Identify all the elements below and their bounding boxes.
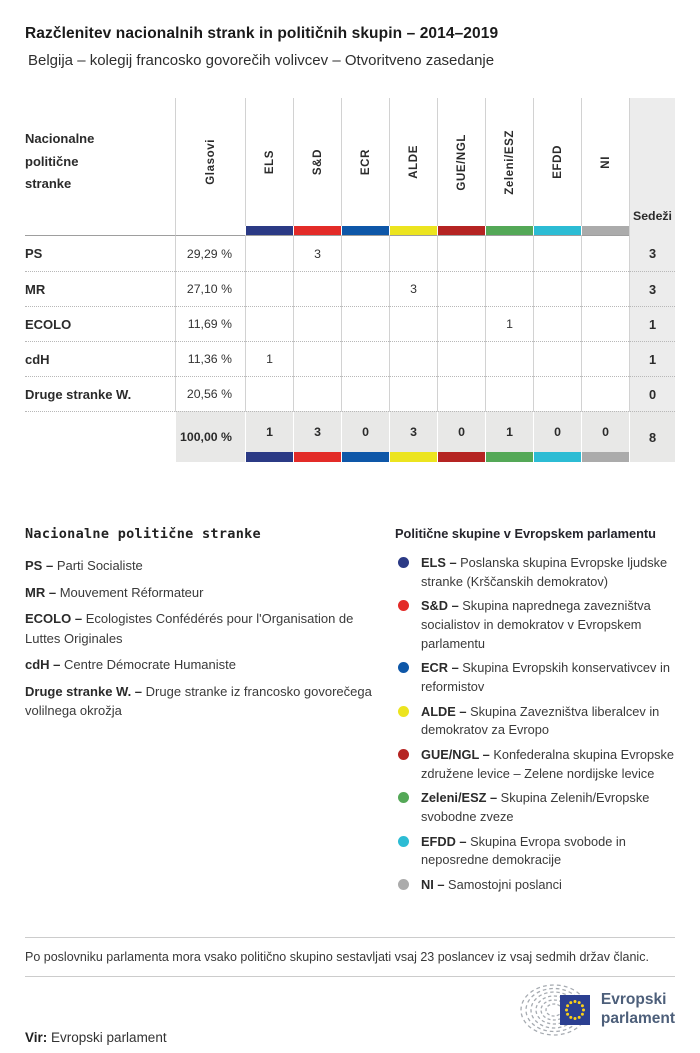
seat-cell — [581, 236, 629, 271]
votes-value: 11,69 % — [175, 306, 245, 341]
party-legend-item: PS – Parti Socialiste — [25, 558, 143, 573]
group-legend-item: GUE/NGL – Konfederalna skupina Evropske združene levice – Zelene nordijske levice — [395, 746, 675, 783]
group-color-band-guengl — [437, 452, 485, 462]
party-name: ECOLO — [25, 306, 175, 341]
seat-cell — [533, 271, 581, 306]
seat-cell — [437, 236, 485, 271]
votes-value: 29,29 % — [175, 236, 245, 271]
seat-cell — [245, 306, 293, 341]
seat-cell — [245, 271, 293, 306]
seat-cell — [341, 341, 389, 376]
group-legend-item: ELS – Poslanska skupina Evropske ljudske stranke (Krščanskih demokratov) — [395, 554, 675, 591]
column-header-group-els: ELS — [245, 98, 293, 226]
group-color-band-sd — [293, 452, 341, 462]
total-seats: 8 — [629, 411, 675, 462]
total-seat-cell: 0 — [437, 411, 485, 452]
party-legend-item: Druge stranke W. – Druge stranke iz francosko govorečega volilnega okrožja — [25, 683, 372, 718]
seat-cell: 1 — [245, 341, 293, 376]
seat-cell — [293, 341, 341, 376]
ep-logo-wordmark: Evropski parlament — [600, 991, 675, 1027]
group-color-band-ecr — [341, 226, 389, 236]
ecr-color-dot-icon — [398, 662, 409, 673]
group-color-band-efdd — [533, 226, 581, 236]
els-color-dot-icon — [398, 557, 409, 568]
column-header-group-efdd: EFDD — [533, 98, 581, 226]
group-color-band-ecr — [341, 452, 389, 462]
seat-cell — [389, 376, 437, 411]
divider — [25, 937, 675, 938]
column-header-seats: Sedeži — [629, 98, 675, 236]
party-legend-item: MR – Mouvement Réformateur — [25, 584, 204, 600]
party-legend-item: ECOLO – Ecologistes Confédérés pour l'Organisation de Luttes Originales — [25, 611, 354, 646]
page-title: Razčlenitev nacionalnih strank in političnih skupin – 2014–2019 — [25, 25, 499, 42]
seat-cell — [437, 306, 485, 341]
seat-cell — [533, 341, 581, 376]
votes-value: 20,56 % — [175, 376, 245, 411]
column-header-group-guengl: GUE/NGL — [437, 98, 485, 226]
votes-value: 11,36 % — [175, 341, 245, 376]
seat-cell — [293, 306, 341, 341]
seats-total-cell: 1 — [629, 341, 675, 376]
group-color-band-ni — [581, 226, 629, 236]
legends-section — [25, 526, 675, 901]
seats-total-cell: 3 — [629, 236, 675, 271]
seat-cell: 3 — [293, 236, 341, 271]
total-seat-cell: 3 — [293, 411, 341, 452]
seat-cell — [485, 376, 533, 411]
seat-cell — [533, 376, 581, 411]
political-groups-legend-heading: Politične skupine v Evropskem parlamentu — [395, 526, 656, 541]
seat-cell — [485, 271, 533, 306]
party-name: PS — [25, 246, 43, 261]
seat-cell: 1 — [485, 306, 533, 341]
group-color-band-els — [245, 452, 293, 462]
seat-cell — [581, 341, 629, 376]
seat-cell — [437, 271, 485, 306]
seat-cell — [341, 306, 389, 341]
seat-cell — [437, 341, 485, 376]
group-color-band-sd — [293, 226, 341, 236]
column-header-group-sd: S&D — [293, 98, 341, 226]
total-seat-cell: 0 — [581, 411, 629, 452]
column-header-group-ecr: ECR — [341, 98, 389, 226]
results-table — [25, 98, 675, 462]
seat-cell — [293, 376, 341, 411]
seat-cell — [389, 341, 437, 376]
group-color-band-guengl — [437, 226, 485, 236]
group-legend-item: ECR – Skupina Evropskih konservativcev in reformistov — [395, 659, 675, 696]
column-header-group-ni: NI — [581, 98, 629, 226]
seat-cell — [245, 376, 293, 411]
seat-cell — [341, 376, 389, 411]
seat-cell — [293, 271, 341, 306]
total-seat-cell: 0 — [533, 411, 581, 452]
political-groups-legend — [395, 526, 675, 901]
seat-cell — [341, 271, 389, 306]
seat-cell — [581, 271, 629, 306]
seat-cell — [389, 306, 437, 341]
total-votes: 100,00 % — [175, 411, 245, 462]
band-spacer — [25, 452, 175, 462]
group-color-band-els — [245, 226, 293, 236]
band-spacer — [175, 226, 245, 236]
group-legend-item: NI – Samostojni poslanci — [395, 876, 675, 895]
ep-hemicycle-flag-icon — [520, 983, 592, 1037]
group-color-band-zeleni — [485, 452, 533, 462]
total-seat-cell: 3 — [389, 411, 437, 452]
party-name: MR — [25, 271, 175, 306]
group-legend-item: Zeleni/ESZ – Skupina Zelenih/Evropske svobodne zveze — [395, 789, 675, 826]
group-legend-item: EFDD – Skupina Evropa svobode in neposredne demokracije — [395, 833, 675, 870]
seat-cell — [533, 236, 581, 271]
european-parliament-logo — [520, 983, 675, 1037]
total-seat-cell: 0 — [341, 411, 389, 452]
seat-cell — [389, 236, 437, 271]
seat-cell — [485, 236, 533, 271]
seat-cell — [437, 376, 485, 411]
zeleni-color-dot-icon — [398, 792, 409, 803]
group-color-band-efdd — [533, 452, 581, 462]
seat-cell — [341, 236, 389, 271]
party-legend-item: cdH – Centre Démocrate Humaniste — [25, 657, 236, 672]
party-name: cdH — [25, 341, 175, 376]
seat-cell — [581, 376, 629, 411]
national-parties-legend-heading: Nacionalne politične stranke — [25, 526, 261, 542]
footer — [25, 983, 675, 1053]
group-color-band-zeleni — [485, 226, 533, 236]
seat-cell: 3 — [389, 271, 437, 306]
column-header-group-alde: ALDE — [389, 98, 437, 226]
column-header-parties: Nacionalne politične stranke — [25, 130, 95, 192]
seats-total-cell: 3 — [629, 271, 675, 306]
efdd-color-dot-icon — [398, 836, 409, 847]
group-legend-item: S&D – Skupina naprednega zavezništva socialistov in demokratov v Evropskem parlamentu — [395, 597, 675, 653]
footnote: Po poslovniku parlamenta mora vsako politično skupino sestavljati vsaj 23 poslancev iz vsaj sedmih držav članic. — [25, 949, 649, 964]
column-header-group-zeleni: Zeleni/ESZ — [485, 98, 533, 226]
seats-total-cell: 0 — [629, 376, 675, 411]
group-color-band-ni — [581, 452, 629, 462]
votes-value: 27,10 % — [175, 271, 245, 306]
group-legend-item: ALDE – Skupina Zavezništva liberalcev in demokratov za Evropo — [395, 703, 675, 740]
group-color-band-alde — [389, 452, 437, 462]
guengl-color-dot-icon — [398, 749, 409, 760]
sd-color-dot-icon — [398, 600, 409, 611]
ni-color-dot-icon — [398, 879, 409, 890]
total-seat-cell: 1 — [485, 411, 533, 452]
source-line: Vir: Evropski parlament — [25, 1029, 167, 1045]
seat-cell — [245, 236, 293, 271]
seat-cell — [485, 341, 533, 376]
page-subtitle: Belgija – kolegij francosko govorečih volivcev – Otvoritveno zasedanje — [28, 52, 495, 69]
seats-total-cell: 1 — [629, 306, 675, 341]
divider — [25, 976, 675, 977]
party-name: Druge stranke W. — [25, 376, 175, 411]
group-color-band-alde — [389, 226, 437, 236]
band-spacer — [25, 226, 175, 236]
total-row-spacer — [25, 411, 175, 452]
seat-cell — [581, 306, 629, 341]
national-parties-legend — [25, 526, 395, 901]
alde-color-dot-icon — [398, 706, 409, 717]
column-header-votes: Glasovi — [175, 98, 245, 226]
seat-cell — [533, 306, 581, 341]
total-seat-cell: 1 — [245, 411, 293, 452]
